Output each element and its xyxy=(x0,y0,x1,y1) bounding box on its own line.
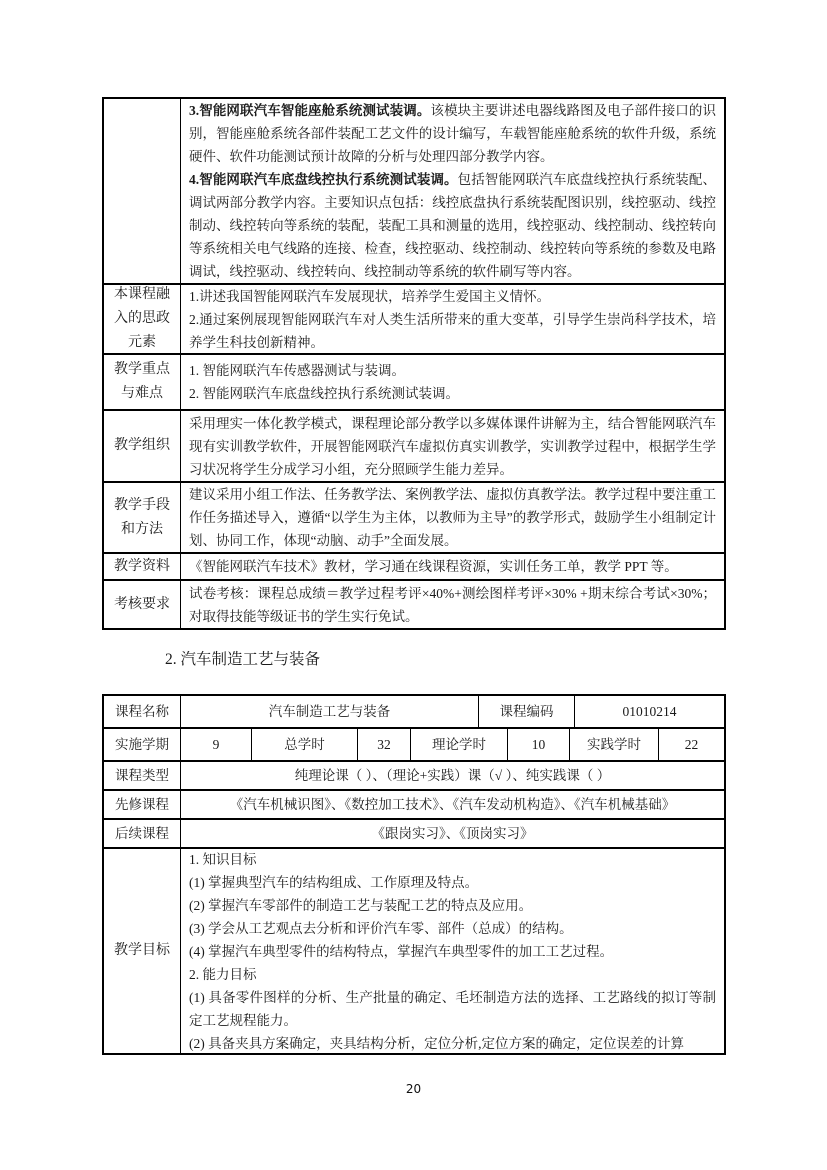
paragraph: 采用理实一体化教学模式，课程理论部分教学以多媒体课件讲解为主，结合智能网联汽车现有实训教学软件，开展智能网联汽车虚拟仿真实训教学，实训教学过程中，根据学生学习状况将学生分成学习小组，充分照顾学生能力差异。 xyxy=(189,415,716,477)
follow-up-value: 《跟岗实习》、《顶岗实习》 xyxy=(180,820,724,847)
theory-hours-label: 理论学时 xyxy=(410,729,507,760)
row-label-cell: 本课程融入的思政元素 xyxy=(114,287,170,350)
row-content-cell xyxy=(180,355,724,409)
total-hours-label: 总学时 xyxy=(251,729,357,760)
practice-hours-value: 22 xyxy=(658,729,724,760)
follow-up-label: 后续课程 xyxy=(115,826,169,841)
paragraph xyxy=(189,168,716,283)
row-label-cell xyxy=(104,99,180,283)
theory-hours-value: 10 xyxy=(507,729,569,760)
row-label-cell: 教学组织 xyxy=(114,438,170,453)
table-row-assessment xyxy=(104,579,724,628)
row-content-cell xyxy=(180,99,724,283)
row-content-cell xyxy=(180,285,724,353)
objectives-label: 教学目标 xyxy=(114,943,170,958)
course-code-value: 01010214 xyxy=(574,696,724,727)
table-row-course-name xyxy=(104,696,724,727)
paragraph: 1. 知识目标 xyxy=(189,851,257,867)
paragraph: 《智能网联汽车技术》教材，学习通在线课程资源，实训任务工单，教学 PPT 等。 xyxy=(189,559,678,574)
prerequisites-label: 先修课程 xyxy=(115,797,169,812)
module-4-body: 包括智能网联汽车底盘线控执行系统装配、调试两部分教学内容。主要知识点包括：线控底盘执行系统装配图识别，线控驱动、线控制动、线控转向等系统的装配，装配工具和测量的选用，线控驱动、线控制动、线控转向等系统相关电气线路的连接、检查，线控驱动、线控制动、线控转向等系统的参数及电路调试，线控驱动、线控转向、线控制动等系统的软件刷写等内容。 xyxy=(189,172,717,279)
row-label-cell: 考核要求 xyxy=(114,596,170,612)
paragraph: 2. 能力目标 xyxy=(189,966,257,982)
table-row-objectives xyxy=(104,847,724,1053)
module-3-body: 该模块主要讲述电器线路图及电子部件接口的识别，智能座舱系统各部件装配工艺文件的设计编写，车载智能座舱系统的软件升级，系统硬件、软件功能测试预计故障的分析与处理四部分教学内容。 xyxy=(189,103,717,164)
paragraph: 试卷考核：课程总成绩＝教学过程考评×40%+测绘图样考评×30% +期末综合考试×30%；对取得技能等级证书的学生实行免试。 xyxy=(189,585,716,624)
table-row-hours xyxy=(104,727,724,760)
paragraph: (3) 学会从工艺观点去分析和评价汽车零、部件（总成）的结构。 xyxy=(189,920,573,936)
paragraph: (2) 具备夹具方案确定，夹具结构分析，定位分析,定位方案的确定，定位误差的计算 xyxy=(189,1035,684,1051)
practice-hours-label: 实践学时 xyxy=(569,729,658,760)
page-number: 20 xyxy=(405,1082,422,1096)
course-name-value: 汽车制造工艺与装备 xyxy=(180,696,478,727)
semester-label: 实施学期 xyxy=(115,737,169,752)
course2-table xyxy=(102,694,726,1055)
course-code-label: 课程编码 xyxy=(478,696,574,727)
table-row-key-points xyxy=(104,353,724,409)
objectives-content xyxy=(180,849,724,1053)
course-type-label: 课程类型 xyxy=(115,768,169,783)
table-row-methods xyxy=(104,481,724,552)
row-label-cell: 教学手段和方法 xyxy=(114,497,170,537)
paragraph: (4) 掌握汽车典型零件的结构特点，掌握汽车典型零件的加工工艺过程。 xyxy=(189,943,614,959)
paragraph: 1. 智能网联汽车传感器测试与装调。 xyxy=(189,363,405,378)
paragraph: 2.通过案例展现智能网联汽车对人类生活所带来的重大变革，引导学生崇尚科学技术，培养学生科技创新精神。 xyxy=(189,311,716,350)
table-row-course-type xyxy=(104,760,724,789)
module-4-title: 4.智能网联汽车底盘线控执行系统测试装调。 xyxy=(189,172,458,187)
table-row-organization xyxy=(104,409,724,481)
table-row-ideology xyxy=(104,283,724,353)
section-heading: 2. 汽车制造工艺与装备 xyxy=(165,651,321,668)
total-hours-value: 32 xyxy=(357,729,410,760)
course1-table xyxy=(102,97,726,630)
paragraph: (1) 具备零件图样的分析、生产批量的确定、毛坯制造方法的选择、工艺路线的拟订等制定工艺规程能力。 xyxy=(189,989,716,1028)
course-name-label: 课程名称 xyxy=(115,704,169,719)
table-row-materials xyxy=(104,552,724,579)
semester-value: 9 xyxy=(180,729,251,760)
table-row-prerequisites xyxy=(104,789,724,818)
table-row-modules xyxy=(104,99,724,283)
prerequisites-value: 《汽车机械识图》、《数控加工技术》、《汽车发动机构造》、《汽车机械基础》 xyxy=(180,791,724,818)
paragraph xyxy=(189,99,716,168)
row-label-cell: 教学资料 xyxy=(114,558,170,574)
row-label-cell: 教学重点与难点 xyxy=(114,362,170,401)
course-type-value: 纯理论课（ ）、（理论+实践）课（√ ）、纯实践课（ ） xyxy=(180,762,724,789)
row-content-cell xyxy=(180,483,724,552)
paragraph: (1) 掌握典型汽车的结构组成、工作原理及特点。 xyxy=(189,874,479,890)
paragraph: 2. 智能网联汽车底盘线控执行系统测试装调。 xyxy=(189,386,459,401)
paragraph: 建议采用小组工作法、任务教学法、案例教学法、虚拟仿真教学法。教学过程中要注重工作任务描述导入，遵循“以学生为主体，以教师为主导”的教学形式，鼓励学生小组制定计划、协同工作，体现“动脑、动手”全面发展。 xyxy=(189,487,716,548)
paragraph: (2) 掌握汽车零部件的制造工艺与装配工艺的特点及应用。 xyxy=(189,897,533,913)
row-content-cell xyxy=(180,554,724,579)
paragraph: 1.讲述我国智能网联汽车发展现状，培养学生爱国主义情怀。 xyxy=(189,288,551,304)
module-3-title: 3.智能网联汽车智能座舱系统测试装调。 xyxy=(189,103,431,118)
row-content-cell xyxy=(180,411,724,481)
table-row-follow-up xyxy=(104,818,724,847)
row-content-cell xyxy=(180,581,724,628)
